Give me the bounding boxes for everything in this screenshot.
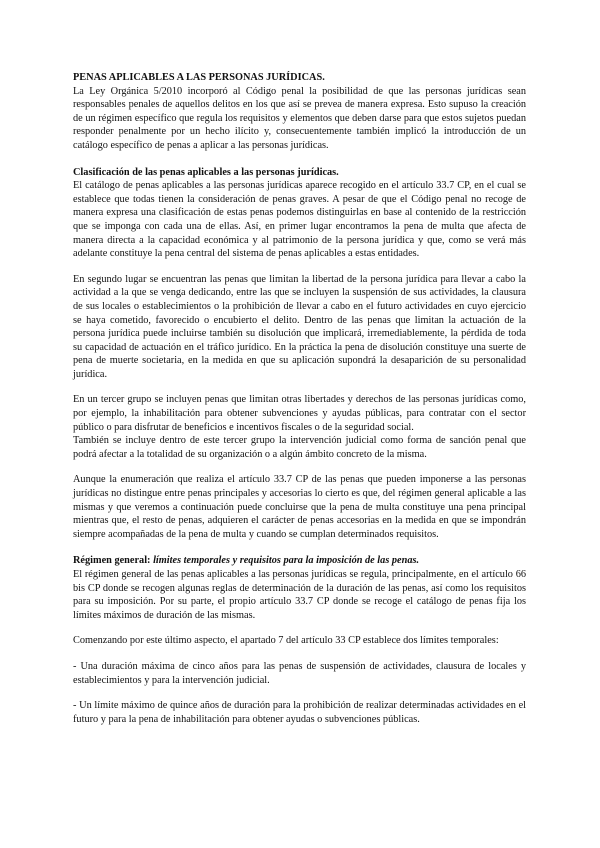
document-page (73, 71, 526, 726)
section1-paragraph-5: Aunque la enumeración que realiza el artículo 33.7 CP de las penas que pueden imponerse a las personas jurídicas no distingue entre penas principales y accesorias lo cierto es que, del régimen general aplicable a las mismas y que veremos a continuación puede concluirse que la pena de multa constituye una pena principal mientras que, el resto de penas, adquieren el carácter de penas accesorias en la medida en que se impondrán siempre acompañadas de la pena de multa y cuando se cumplan determinados requisitos. (73, 474, 526, 540)
document-title: PENAS APLICABLES A LAS PERSONAS JURÍDICAS. (73, 72, 325, 83)
section2-heading-plain: Régimen general: (73, 555, 154, 567)
intro-paragraph: La Ley Orgánica 5/2010 incorporó al Código penal la posibilidad de que las personas jurídicas sean responsables penales de aquellos delitos en los que así se prevea de manera expresa. Esto supuso la creación de un régimen específico que regula los requisitos y elementos que deben darse para que estos sujetos puedan responder penalmente por un hecho ilícito y, consecuentemente también implicó la introducción de un catálogo específico de penas a aplicar a las personas jurídicas. (73, 85, 526, 151)
section1-paragraph-1: El catálogo de penas aplicables a las personas jurídicas aparece recogido en el artículo 33.7 CP, en el cual se establece que todas tienen la consideración de penas graves. A pesar de que el Código penal no recoge de manera expresa una clasificación de estas penas podemos distinguirlas en base al contenido de la restricción que se imponga con cada una de ellas. Así, en primer lugar encontramos la pena de multa que afecta de manera directa a la capacidad económica y al patrimonio de la persona jurídica y que, como se verá más adelante constituye la pena central del sistema de penas aplicables a estas entidades. (73, 180, 526, 260)
section2-list-item-2: - Un límite máximo de quince años de duración para la prohibición de realizar determinadas actividades en el futuro y para la pena de inhabilitación para obtener ayudas o subvenciones públicas. (73, 700, 526, 725)
section1-paragraph-3: En un tercer grupo se incluyen penas que limitan otras libertades y derechos de las personas jurídicas como, por ejemplo, la inhabilitación para obtener subvenciones y ayudas públicas, para contratar con el sector público o para disfrutar de beneficios e incentivos fiscales o de la seguridad social. (73, 394, 526, 433)
section2-heading (73, 554, 526, 568)
section2-list-item-1: - Una duración máxima de cinco años para las penas de suspensión de actividades, clausura de locales y establecimientos y para la intervención judicial. (73, 660, 526, 686)
section1-paragraph-4: También se incluye dentro de este tercer grupo la intervención judicial como forma de sanción penal que podrá afectar a la totalidad de su organización o a algún ámbito concreto de la misma. (73, 435, 526, 460)
section2-heading-italic: límites temporales y requisitos para la imposición de las penas. (153, 555, 420, 567)
section1-heading: Clasificación de las penas aplicables a las personas jurídicas. (73, 166, 339, 178)
section2-paragraph-2: Comenzando por este último aspecto, el apartado 7 del artículo 33 CP establece dos límites temporales: (73, 635, 499, 647)
section2-paragraph-1: El régimen general de las penas aplicables a las personas jurídicas se regula, principalmente, en el artículo 66 bis CP donde se recogen algunas reglas de determinación de la duración de las penas, así como los requisitos para su imposición. Por su parte, el propio artículo 33.7 CP donde se recoge el catálogo de penas fija los límites máximos de duración de las mismas. (73, 569, 526, 621)
section1-paragraph-2: En segundo lugar se encuentran las penas que limitan la libertad de la persona jurídica para llevar a cabo la actividad a la que se venga dedicando, entre las que se incluyen la suspensión de sus actividades, la clausura de sus locales o establecimientos o la prohibición de llevar a cabo en el futuro actividades en cuyo ejercicio se haya cometido, favorecido o encubierto el delito. Dentro de las penas que limitan la actuación de la persona jurídica puede incluirse también su disolución que implicará, irremediablemente, la pérdida de toda su capacidad de actuación en el tráfico jurídico. En la práctica la pena de disolución constituye una suerte de pena de muerte societaria, en la medida en que su aplicación supondrá la desaparición de su personalidad jurídica. (73, 273, 526, 380)
